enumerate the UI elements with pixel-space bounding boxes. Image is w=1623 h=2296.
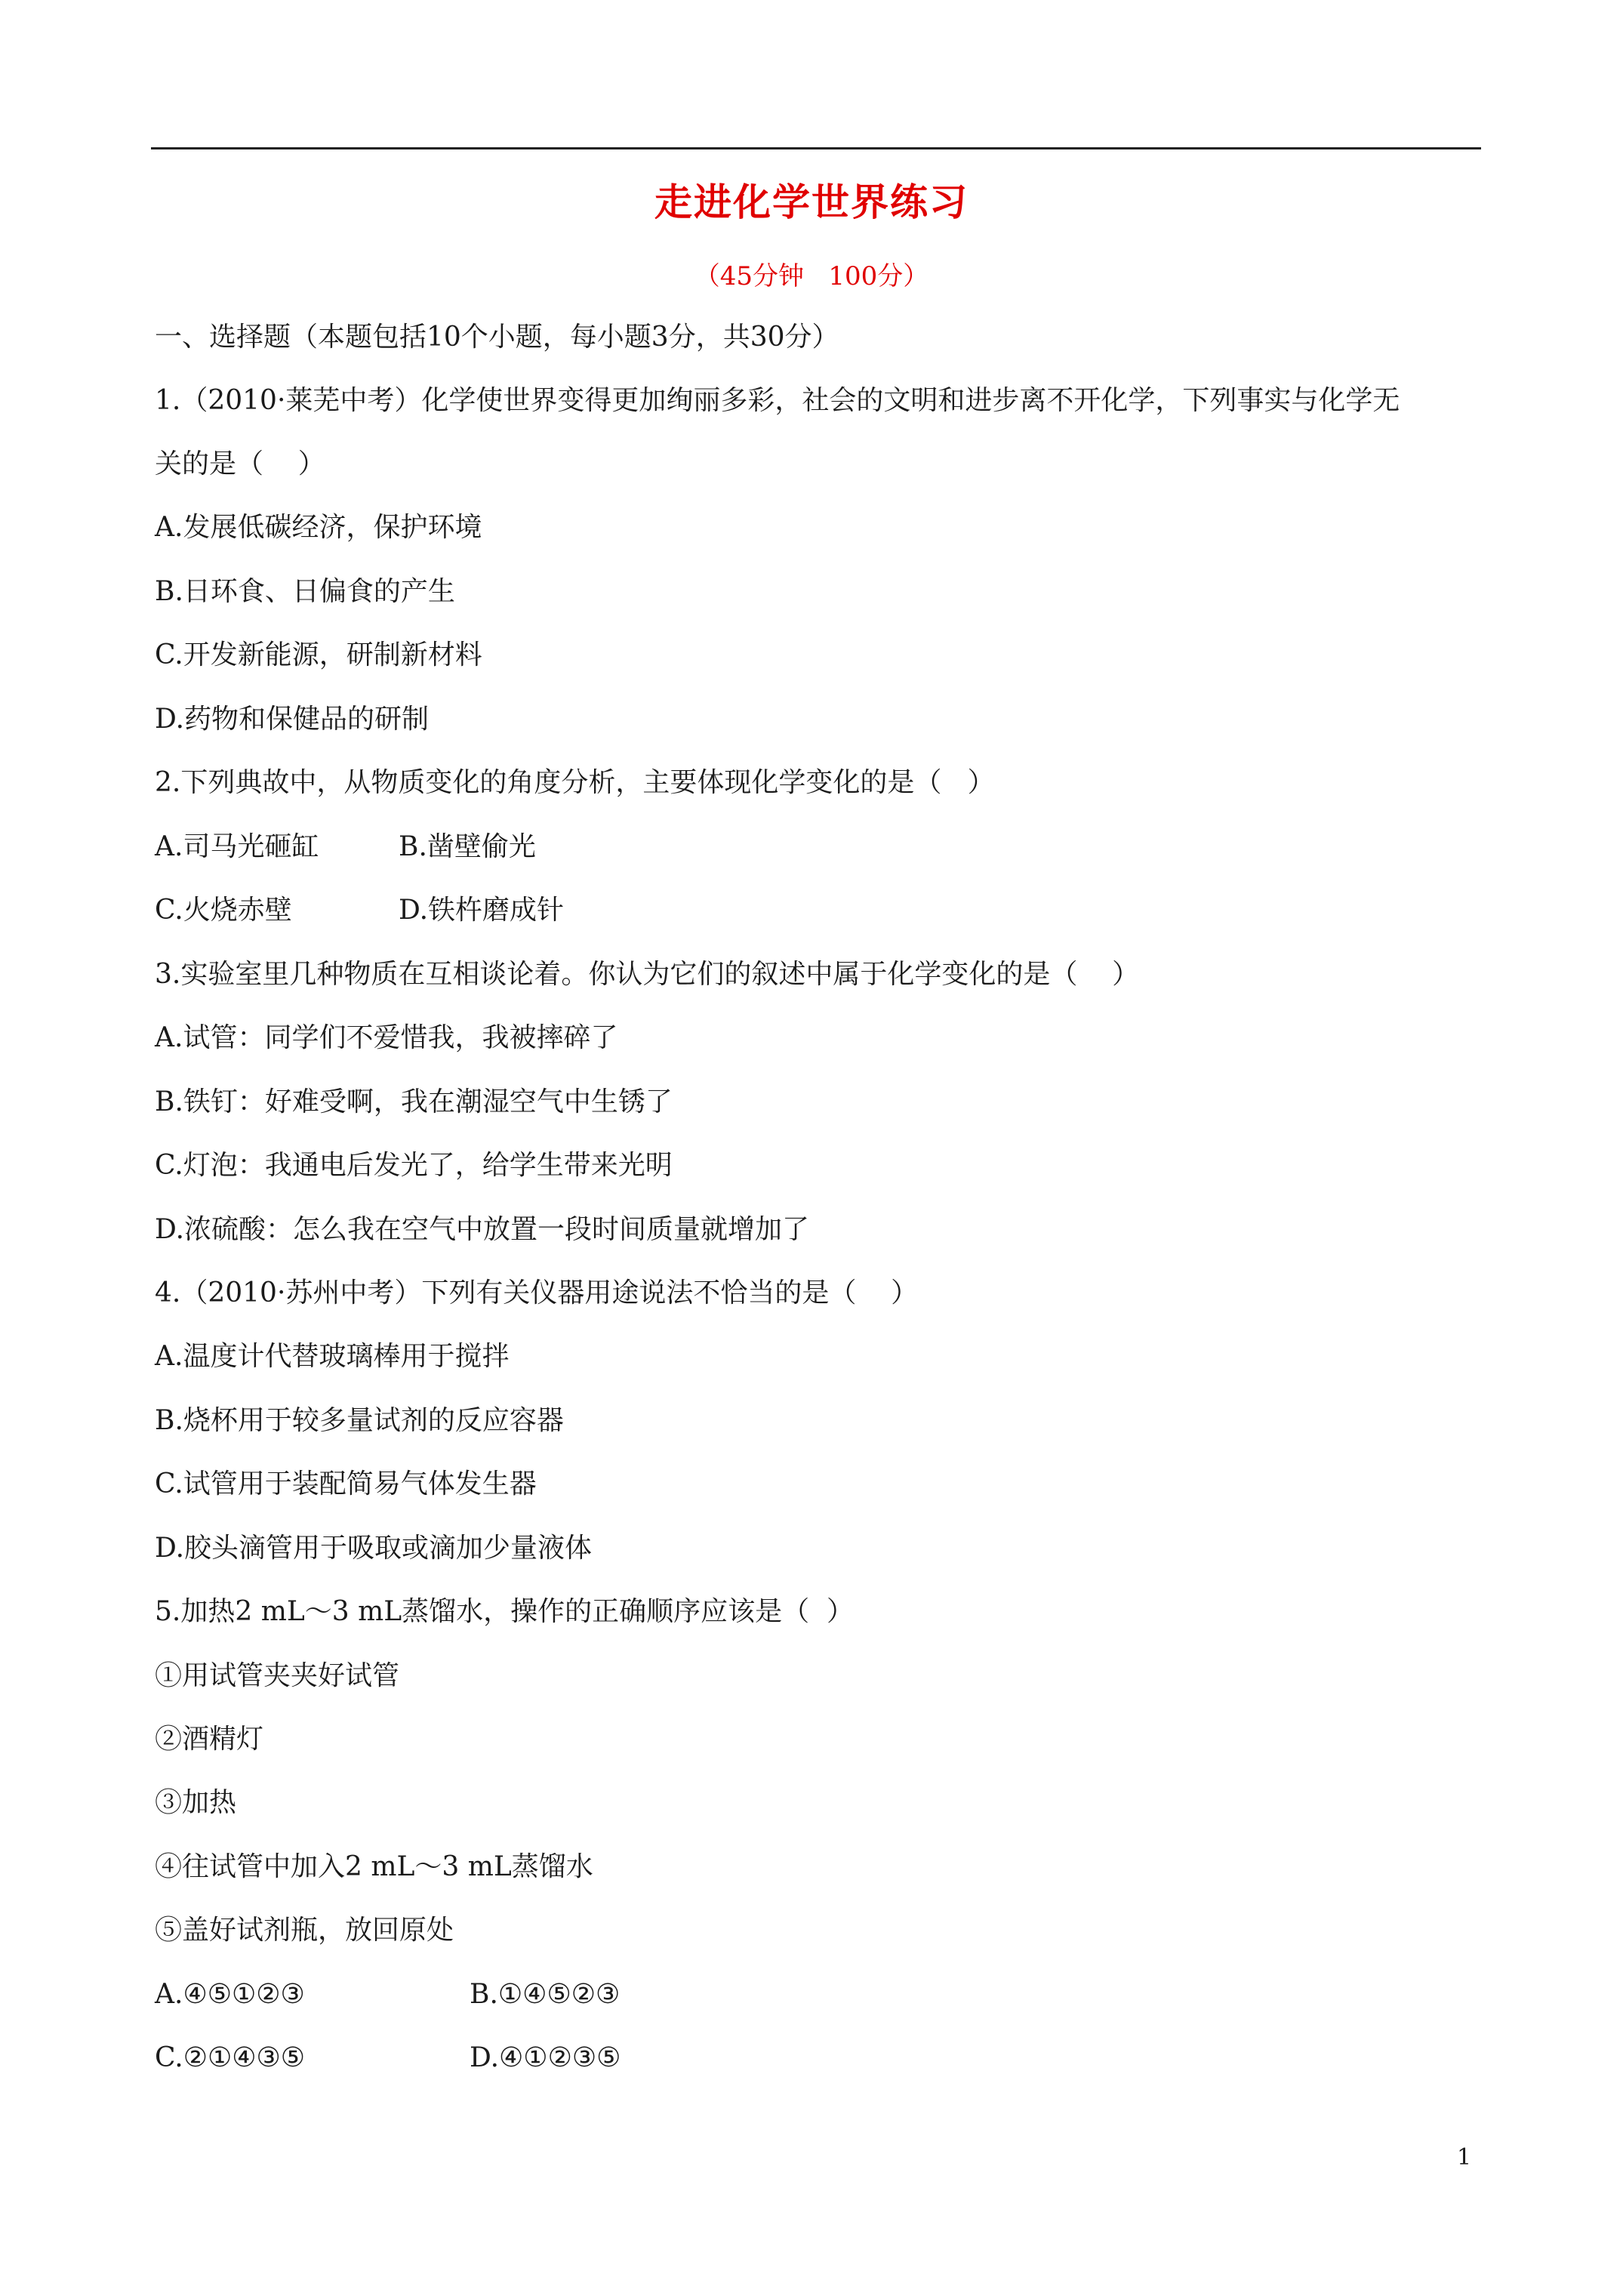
question-2-stem: 2.下列典故中，从物质变化的角度分析，主要体现化学变化的是（ ） [155, 767, 995, 798]
question-1-stem: 1.（2010·莱芜中考）化学使世界变得更加绚丽多彩，社会的文明和进步离不开化学，下列事实与化学无 [155, 385, 1400, 416]
question-5-step-5: ⑤盖好试剂瓶，放回原处 [155, 1915, 454, 1946]
question-5-option-b: B.①④⑤②③ [470, 1979, 621, 2010]
question-3-option-c: C.灯泡：我通电后发光了，给学生带来光明 [155, 1150, 673, 1181]
header-rule [151, 147, 1481, 149]
question-5-step-3: ③加热 [155, 1787, 237, 1818]
question-1-option-a: A.发展低碳经济，保护环境 [155, 512, 482, 543]
question-4-option-c: C.试管用于装配简易气体发生器 [155, 1469, 537, 1499]
document-title: 走进化学世界练习 [654, 180, 969, 224]
question-2-option-b: B.凿壁偷光 [399, 831, 536, 862]
question-5-option-d: D.④①②③⑤ [470, 2042, 621, 2073]
question-4-option-b: B.烧杯用于较多量试剂的反应容器 [155, 1405, 564, 1436]
question-2-option-a: A.司马光砸缸 [155, 831, 319, 862]
page-number: 1 [1457, 2144, 1472, 2171]
question-1-option-b: B.日环食、日偏食的产生 [155, 576, 455, 607]
question-4-option-d: D.胶头滴管用于吸取或滴加少量液体 [155, 1533, 593, 1564]
question-3-option-b: B.铁钉：好难受啊，我在潮湿空气中生锈了 [155, 1086, 673, 1117]
question-5-step-4: ④往试管中加入2 mL～3 mL蒸馏水 [155, 1851, 593, 1882]
question-1-option-d: D.药物和保健品的研制 [155, 704, 430, 735]
question-3-option-a: A.试管：同学们不爱惜我，我被摔碎了 [155, 1022, 618, 1053]
question-1-option-c: C.开发新能源，研制新材料 [155, 639, 482, 670]
question-5-step-1: ①用试管夹夹好试管 [155, 1660, 400, 1691]
question-4-stem: 4.（2010·苏州中考）下列有关仪器用途说法不恰当的是（ ） [155, 1277, 919, 1308]
question-3-option-d: D.浓硫酸：怎么我在空气中放置一段时间质量就增加了 [155, 1214, 810, 1245]
question-1-stem-cont: 关的是（ ） [155, 448, 325, 479]
question-5-stem: 5.加热2 mL～3 mL蒸馏水，操作的正确顺序应该是（ ） [155, 1596, 855, 1627]
question-5-step-2: ②酒精灯 [155, 1724, 264, 1755]
section-heading: 一、选择题（本题包括10个小题，每小题3分，共30分） [155, 322, 839, 353]
question-3-stem: 3.实验室里几种物质在互相谈论着。你认为它们的叙述中属于化学变化的是（ ） [155, 959, 1140, 990]
document-subtitle: （45分钟 100分） [694, 261, 929, 291]
question-2-option-d: D.铁杵磨成针 [399, 895, 565, 926]
question-5-option-a: A.④⑤①②③ [155, 1979, 305, 2010]
question-4-option-a: A.温度计代替玻璃棒用于搅拌 [155, 1341, 510, 1372]
question-5-option-c: C.②①④③⑤ [155, 2042, 306, 2073]
question-2-option-c: C.火烧赤壁 [155, 895, 292, 926]
